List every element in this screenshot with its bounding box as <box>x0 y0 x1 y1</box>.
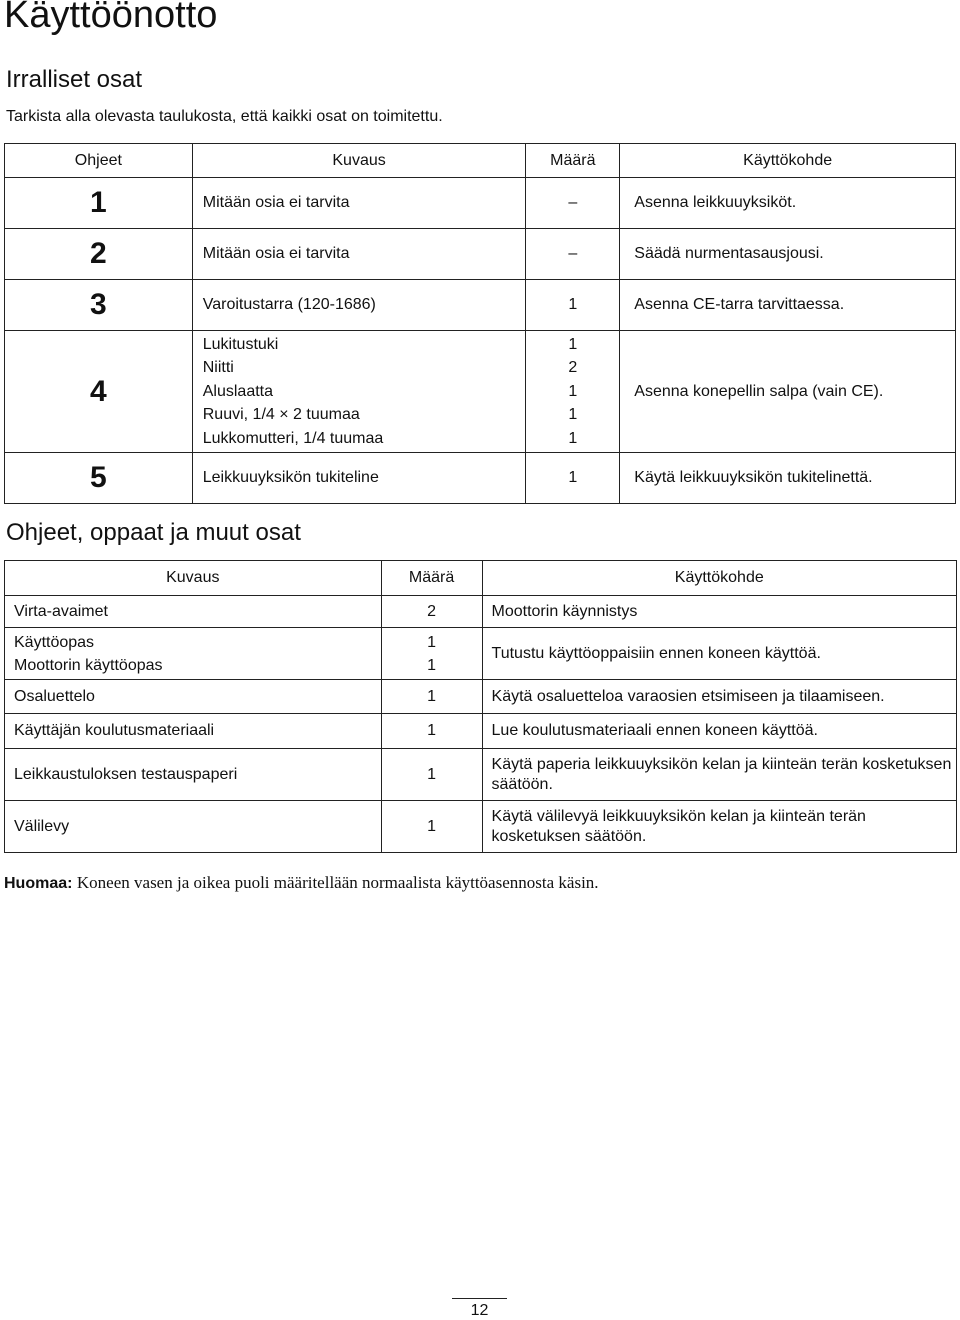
part-description: Varoitustarra (120-1686) <box>192 280 526 331</box>
part-description: Niitti <box>202 359 234 377</box>
manuals-heading: Ohjeet, oppaat ja muut osat <box>6 519 301 546</box>
item-quantity: 1 <box>427 633 437 651</box>
step-number: 5 <box>5 453 193 504</box>
table-row <box>5 714 957 749</box>
item-quantity: 1 <box>381 801 482 853</box>
item-use: Käytä paperia leikkuuyksikön kelan ja kiinteän terän kosketuksen säätöön. <box>482 749 956 801</box>
column-header: Määrä <box>526 144 620 178</box>
part-description: Lukitustuki <box>202 335 279 353</box>
part-description: Mitään osia ei tarvita <box>192 229 526 280</box>
item-use: Käytä osaluetteloa varaosien etsimiseen ja tilaamiseen. <box>482 680 956 714</box>
column-header: Määrä <box>381 561 482 596</box>
part-description: Mitään osia ei tarvita <box>192 178 526 229</box>
item-quantity: 1 <box>427 656 437 674</box>
step-number: 2 <box>5 229 193 280</box>
footer-divider <box>452 1298 507 1299</box>
loose-parts-table <box>4 143 956 504</box>
item-use: Moottorin käynnistys <box>482 596 956 628</box>
table-row <box>5 331 956 453</box>
loose-parts-heading: Irralliset osat <box>6 66 143 93</box>
part-quantity: 2 <box>568 359 578 377</box>
note-label: Huomaa: <box>4 875 73 892</box>
part-use: Asenna CE-tarra tarvittaessa. <box>620 280 956 331</box>
item-description: Välilevy <box>5 801 382 853</box>
part-quantity-list <box>526 331 620 453</box>
item-quantity: 1 <box>381 714 482 749</box>
part-quantity: 1 <box>568 382 578 400</box>
part-quantity: – <box>526 229 620 280</box>
item-quantity: 2 <box>381 596 482 628</box>
page-number: 12 <box>470 1302 489 1319</box>
table-row <box>5 453 956 504</box>
part-description: Leikkuuyksikön tukiteline <box>192 453 526 504</box>
item-use: Lue koulutusmateriaali ennen koneen käyttöä. <box>482 714 956 749</box>
table-row <box>5 680 957 714</box>
table-header-row <box>5 144 956 178</box>
item-description: Virta-avaimet <box>5 596 382 628</box>
item-description: Osaluettelo <box>5 680 382 714</box>
column-header: Kuvaus <box>192 144 526 178</box>
part-use: Asenna leikkuuyksiköt. <box>620 178 956 229</box>
table-row <box>5 801 957 853</box>
part-description: Lukkomutteri, 1/4 tuumaa <box>202 429 384 447</box>
item-description-list <box>5 628 382 680</box>
note <box>4 873 599 893</box>
part-description: Aluslaatta <box>202 382 274 400</box>
part-quantity: 1 <box>568 406 578 424</box>
part-description-list <box>192 331 526 453</box>
table-row <box>5 628 957 680</box>
step-number: 1 <box>5 178 193 229</box>
table-row <box>5 280 956 331</box>
part-quantity: 1 <box>568 335 578 353</box>
column-header: Kuvaus <box>5 561 382 596</box>
note-text: Koneen vasen ja oikea puoli määritellään normaalista käyttöasennosta käsin. <box>76 873 599 892</box>
item-use: Käytä välilevyä leikkuuyksikön kelan ja kiinteän terän kosketuksen säätöön. <box>482 801 956 853</box>
column-header: Käyttökohde <box>482 561 956 596</box>
part-use: Käytä leikkuuyksikön tukitelinettä. <box>620 453 956 504</box>
loose-parts-intro: Tarkista alla olevasta taulukosta, että kaikki osat on toimitettu. <box>6 108 443 125</box>
item-quantity-list <box>381 628 482 680</box>
item-description: Käyttöopas <box>14 633 95 651</box>
part-use: Asenna konepellin salpa (vain CE). <box>620 331 956 453</box>
item-quantity: 1 <box>381 749 482 801</box>
manuals-table <box>4 560 957 853</box>
item-description: Moottorin käyttöopas <box>14 656 163 674</box>
table-row <box>5 749 957 801</box>
column-header: Käyttökohde <box>620 144 956 178</box>
column-header: Ohjeet <box>5 144 193 178</box>
part-description: Ruuvi, 1/4 × 2 tuumaa <box>202 406 360 424</box>
table-row <box>5 596 957 628</box>
step-number: 3 <box>5 280 193 331</box>
part-quantity: 1 <box>526 453 620 504</box>
item-quantity: 1 <box>381 680 482 714</box>
item-use: Tutustu käyttöoppaisiin ennen koneen käyttöä. <box>482 628 956 680</box>
step-number: 4 <box>5 331 193 453</box>
table-row <box>5 178 956 229</box>
table-header-row <box>5 561 957 596</box>
item-description: Käyttäjän koulutusmateriaali <box>5 714 382 749</box>
item-description: Leikkaustuloksen testauspaperi <box>5 749 382 801</box>
part-use: Säädä nurmentasausjousi. <box>620 229 956 280</box>
table-row <box>5 229 956 280</box>
part-quantity: 1 <box>526 280 620 331</box>
page-title: Käyttöönotto <box>4 0 218 36</box>
part-quantity: – <box>526 178 620 229</box>
part-quantity: 1 <box>568 429 578 447</box>
